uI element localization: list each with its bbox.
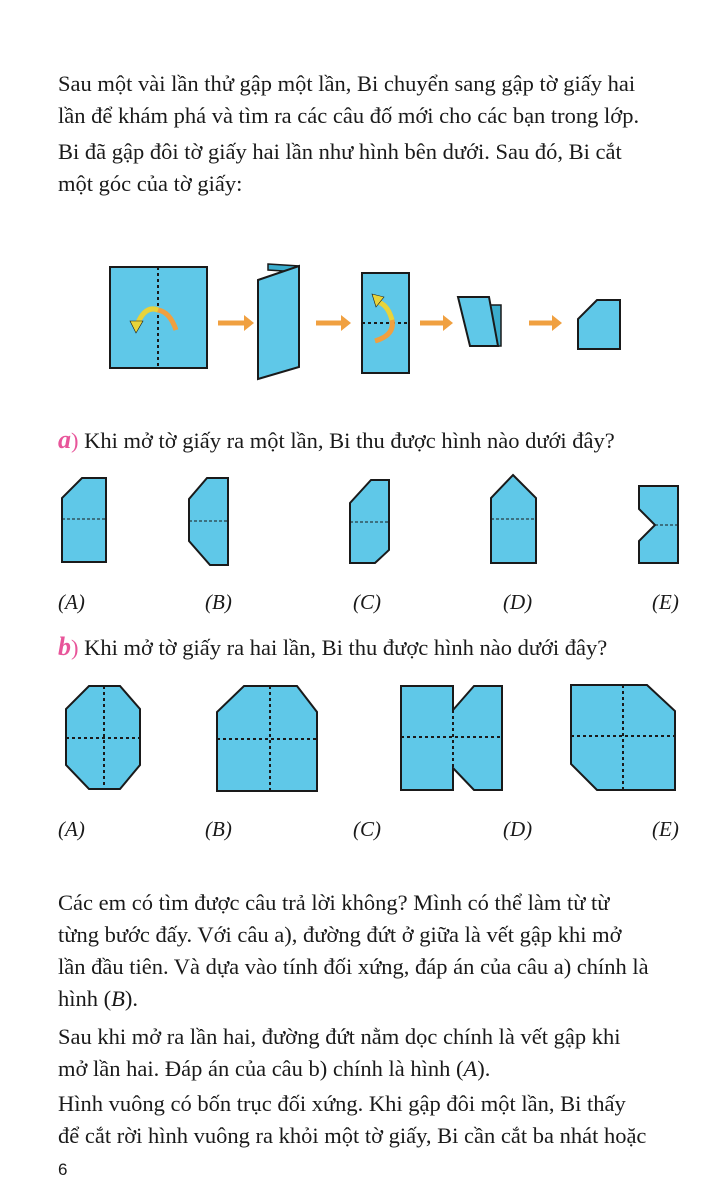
question-a-letter: a	[58, 425, 71, 454]
option-a-label-B: (B)	[205, 590, 232, 614]
intro-line: lần để khám phá và tìm ra các câu đố mới cho các bạn trong lớp.	[58, 103, 640, 128]
fold-sequence	[110, 264, 620, 379]
option-a-shape-B[interactable]	[189, 478, 228, 565]
fold-step-1-square	[110, 267, 207, 368]
question-b-letter: b	[58, 632, 71, 661]
question-a-text: Khi mở tờ giấy ra một lần, Bi thu được hình nào dưới đây?	[78, 428, 615, 453]
step-arrow-icon	[316, 315, 351, 331]
answer-line	[58, 983, 658, 1015]
option-b-shape-B[interactable]	[217, 686, 317, 791]
answer-option-b: A	[463, 1056, 478, 1081]
answer-line: lần đầu tiên. Và dựa vào tính đối xứng, đáp án của câu a) chính là	[58, 954, 649, 979]
intro-line: Bi đã gập đôi tờ giấy hai lần như hình bên dưới. Sau đó, Bi cắt	[58, 139, 622, 164]
option-a-shape-C[interactable]	[350, 480, 389, 563]
intro-line: Sau một vài lần thử gập một lần, Bi chuyển sang gập tờ giấy hai	[58, 71, 636, 96]
option-a-label-A: (A)	[58, 590, 85, 614]
option-a-shape-A[interactable]	[62, 478, 106, 562]
option-b-shape-A[interactable]	[66, 686, 140, 789]
question-a-options	[62, 475, 678, 565]
option-a-shape-D[interactable]	[491, 475, 536, 563]
answer-line: Sau khi mở ra lần hai, đường đứt nằm dọc chính là vết gập khi	[58, 1024, 621, 1049]
answer-text: ).	[124, 986, 138, 1011]
step-arrow-icon	[420, 315, 453, 331]
fold-step-5-cut	[578, 300, 620, 349]
step-arrow-icon	[218, 315, 254, 331]
answer-option-a: B	[111, 986, 125, 1011]
option-a-label-E: (E)	[652, 590, 679, 614]
question-b-text: Khi mở tờ giấy ra hai lần, Bi thu được hình nào dưới đây?	[78, 635, 608, 660]
option-b-label-A: (A)	[58, 817, 85, 841]
answer-paragraph-1	[58, 887, 658, 1015]
intro-line: một góc của tờ giấy:	[58, 171, 243, 196]
option-b-shape-C[interactable]	[401, 686, 502, 790]
page-number: 6	[58, 1160, 68, 1179]
option-a-label-D: (D)	[503, 590, 533, 614]
fold-step-2-half	[258, 264, 299, 379]
answer-text: hình (	[58, 986, 112, 1011]
question-b-paren: )	[71, 635, 79, 660]
fold-step-3-rectangle	[362, 273, 409, 373]
answer-line: Các em có tìm được câu trả lời không? Mình có thể làm từ từ	[58, 890, 610, 915]
option-b-label-E: (E)	[652, 817, 679, 841]
answer-paragraph-2	[58, 1021, 658, 1085]
option-b-shape-D[interactable]	[571, 685, 675, 790]
question-b	[58, 632, 607, 663]
option-b-label-B: (B)	[205, 817, 232, 841]
question-a-paren: )	[71, 428, 79, 453]
answer-paragraph-3	[58, 1088, 658, 1152]
answer-line: Hình vuông có bốn trục đối xứng. Khi gập đôi một lần, Bi thấy	[58, 1091, 626, 1116]
answer-line: để cắt rời hình vuông ra khỏi một tờ giấy, Bi cần cắt ba nhát hoặc	[58, 1123, 647, 1148]
option-b-label-C: (C)	[353, 817, 381, 841]
answer-line: từng bước đấy. Với câu a), đường đứt ở giữa là vết gập khi mở	[58, 922, 622, 947]
option-a-label-C: (C)	[353, 590, 381, 614]
answer-text: ).	[477, 1056, 491, 1081]
fold-step-4-quarter	[458, 297, 501, 346]
answer-line	[58, 1053, 658, 1085]
option-a-shape-E[interactable]	[639, 486, 678, 563]
step-arrow-icon	[529, 315, 562, 331]
answer-text: mở lần hai. Đáp án của câu b) chính là hình (	[58, 1056, 464, 1081]
question-a	[58, 425, 615, 456]
question-b-options	[66, 685, 675, 791]
option-b-label-D: (D)	[503, 817, 533, 841]
